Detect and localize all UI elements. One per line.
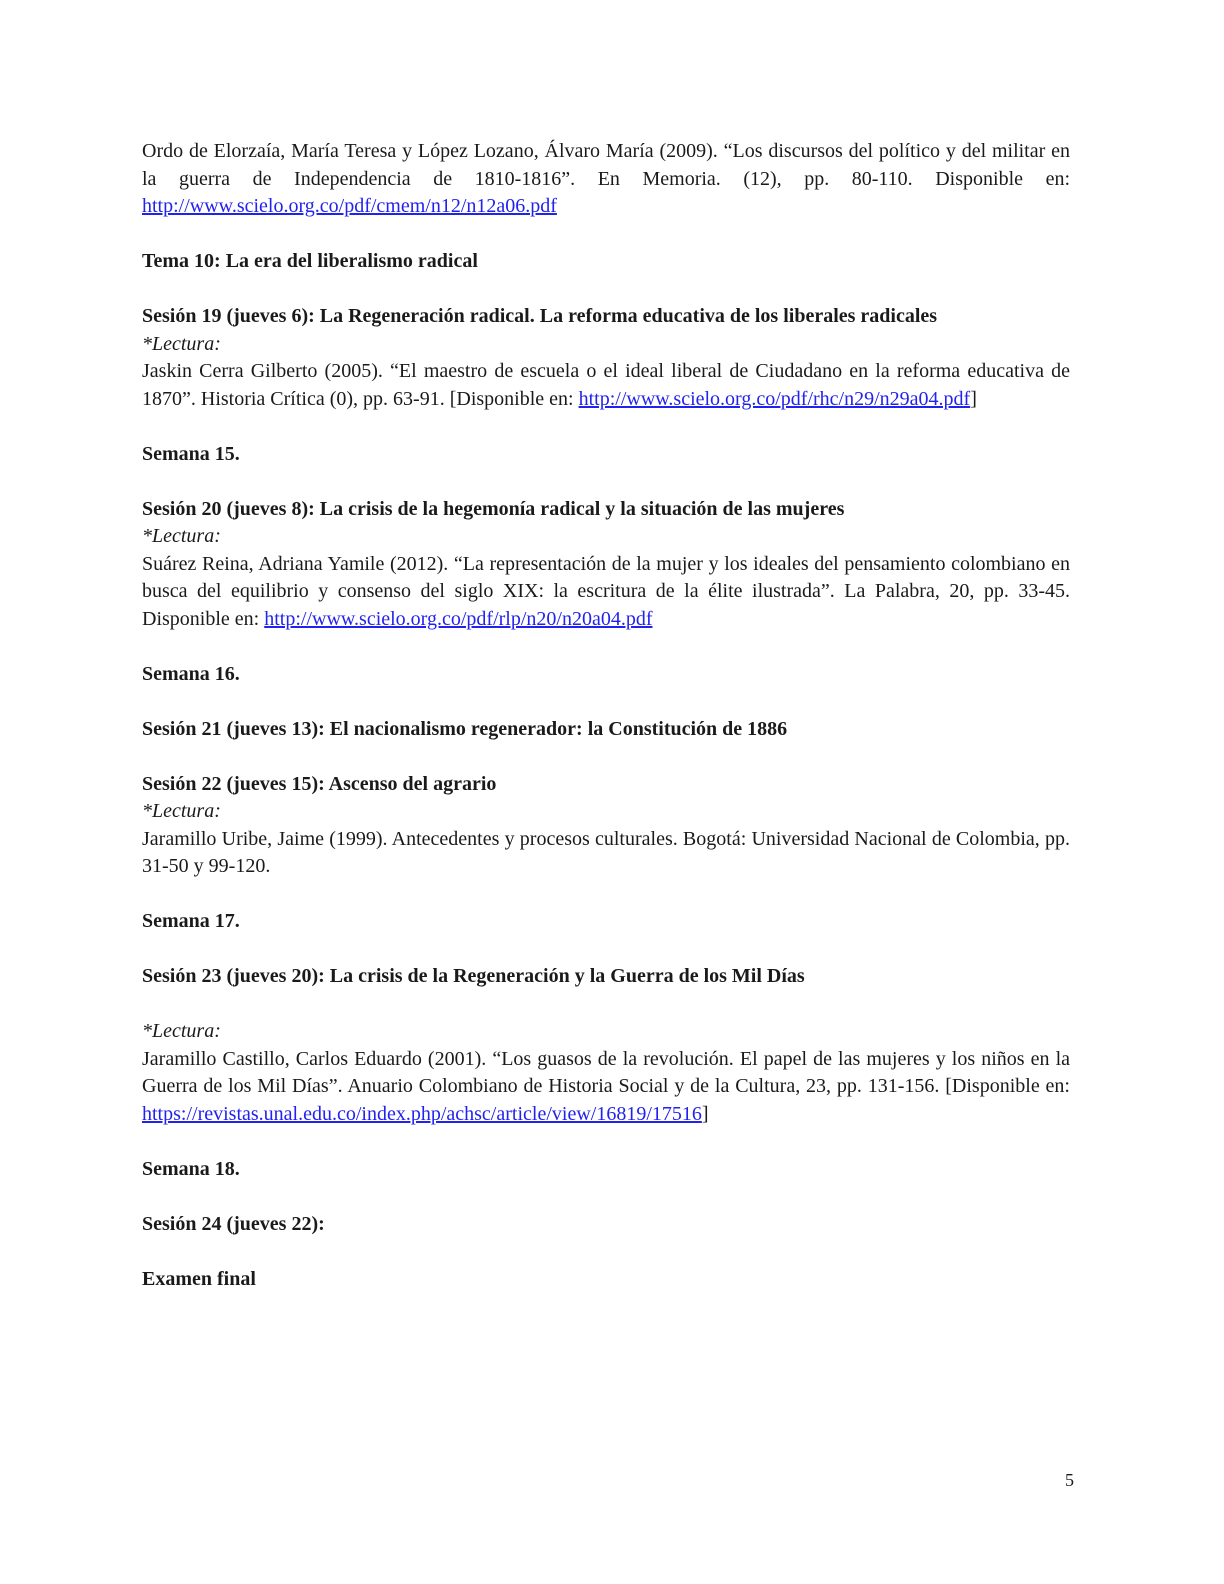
- session-20-reference: [142, 551, 1070, 634]
- session-21-heading: Sesión 21 (jueves 13): El nacionalismo regenerador: la Constitución de 1886: [142, 717, 788, 740]
- session-22-block: [142, 771, 1070, 881]
- session-23-reference-suffix: ]: [701, 1102, 709, 1125]
- session-19-reference-suffix: ]: [970, 387, 977, 410]
- session-19-heading: Sesión 19 (jueves 6): La Regeneración radical. La reforma educativa de los liberales radicales: [142, 305, 938, 327]
- session-23-spacer: [142, 991, 1070, 1019]
- session-22-reference: Jaramillo Uribe, Jaime (1999). Antecedentes y procesos culturales. Bogotá: Universidad Nacional de Colombia, pp. 31-50 y 99-120.: [142, 827, 1070, 877]
- session-19-readings-label: *Lectura:: [142, 332, 221, 355]
- session-20-reference-text: Suárez Reina, Adriana Yamile (2012). “La representación de la mujer y los ideales del pensamiento colombiano en busca del equilibrio y consenso del siglo XIX: la escritura de la élite ilustrada”. La Palabra, 20, pp. 33-45. Disponible en:: [142, 552, 1070, 630]
- session-19-block: [142, 303, 1070, 413]
- tema-heading: Tema 10: La era del liberalismo radical: [142, 250, 478, 272]
- semana-16-heading: Semana 16.: [142, 662, 240, 685]
- session-19-reference-text: Jaskin Cerra Gilberto (2005). “El maestro de escuela o el ideal liberal de Ciudadano en la reforma educativa de 1870”. Historia Crítica (0), pp. 63-91. [Disponible en:: [142, 360, 1070, 410]
- session-24-heading: Sesión 24 (jueves 22):: [142, 1212, 325, 1235]
- intro-reference-link[interactable]: http://www.scielo.org.co/pdf/cmem/n12/n12a06.pdf: [142, 195, 557, 217]
- session-20-block: [142, 496, 1070, 634]
- semana-15-heading: Semana 15.: [142, 442, 240, 465]
- session-23-heading: Sesión 23 (jueves 20): La crisis de la Regeneración y la Guerra de los Mil Días: [142, 965, 805, 987]
- session-19-reference-link[interactable]: http://www.scielo.org.co/pdf/rhc/n29/n29a04.pdf: [578, 387, 971, 410]
- session-23-reference-link[interactable]: https://revistas.unal.edu.co/index.php/achsc/article/view/16819/17516: [142, 1102, 702, 1125]
- semana-18-heading: Semana 18.: [142, 1157, 240, 1180]
- intro-reference-text: Ordo de Elorzaía, María Teresa y López Lozano, Álvaro María (2009). “Los discursos del político y del militar en la guerra de Independencia de 1810-1816”. En Memoria. (12), pp. 80-110. Disponible en:: [142, 140, 1070, 190]
- examen-final-heading: Examen final: [142, 1267, 256, 1290]
- document-page: [142, 138, 1070, 1293]
- semana-17-heading: Semana 17.: [142, 910, 240, 932]
- session-23-block: [142, 963, 1070, 1128]
- session-23-reference: [142, 1046, 1070, 1129]
- session-20-heading: Sesión 20 (jueves 8): La crisis de la hegemonía radical y la situación de las mujeres: [142, 497, 845, 520]
- session-19-reference: [142, 358, 1070, 413]
- session-22-heading: Sesión 22 (jueves 15): Ascenso del agrario: [142, 772, 497, 795]
- intro-reference: [142, 138, 1070, 221]
- session-23-readings-label: *Lectura:: [142, 1020, 221, 1042]
- session-23-reference-text: Jaramillo Castillo, Carlos Eduardo (2001). “Los guasos de la revolución. El papel de las mujeres y los niños en la Guerra de los Mil Días”. Anuario Colombiano de Historia Social y de la Cultura, 23, pp. 131-156. [Disponible en:: [142, 1047, 1070, 1097]
- session-20-readings-label: *Lectura:: [142, 525, 221, 547]
- session-22-readings-label: *Lectura:: [142, 800, 221, 822]
- page-number: 5: [1065, 1470, 1074, 1490]
- session-20-reference-link[interactable]: http://www.scielo.org.co/pdf/rlp/n20/n20a04.pdf: [264, 607, 653, 630]
